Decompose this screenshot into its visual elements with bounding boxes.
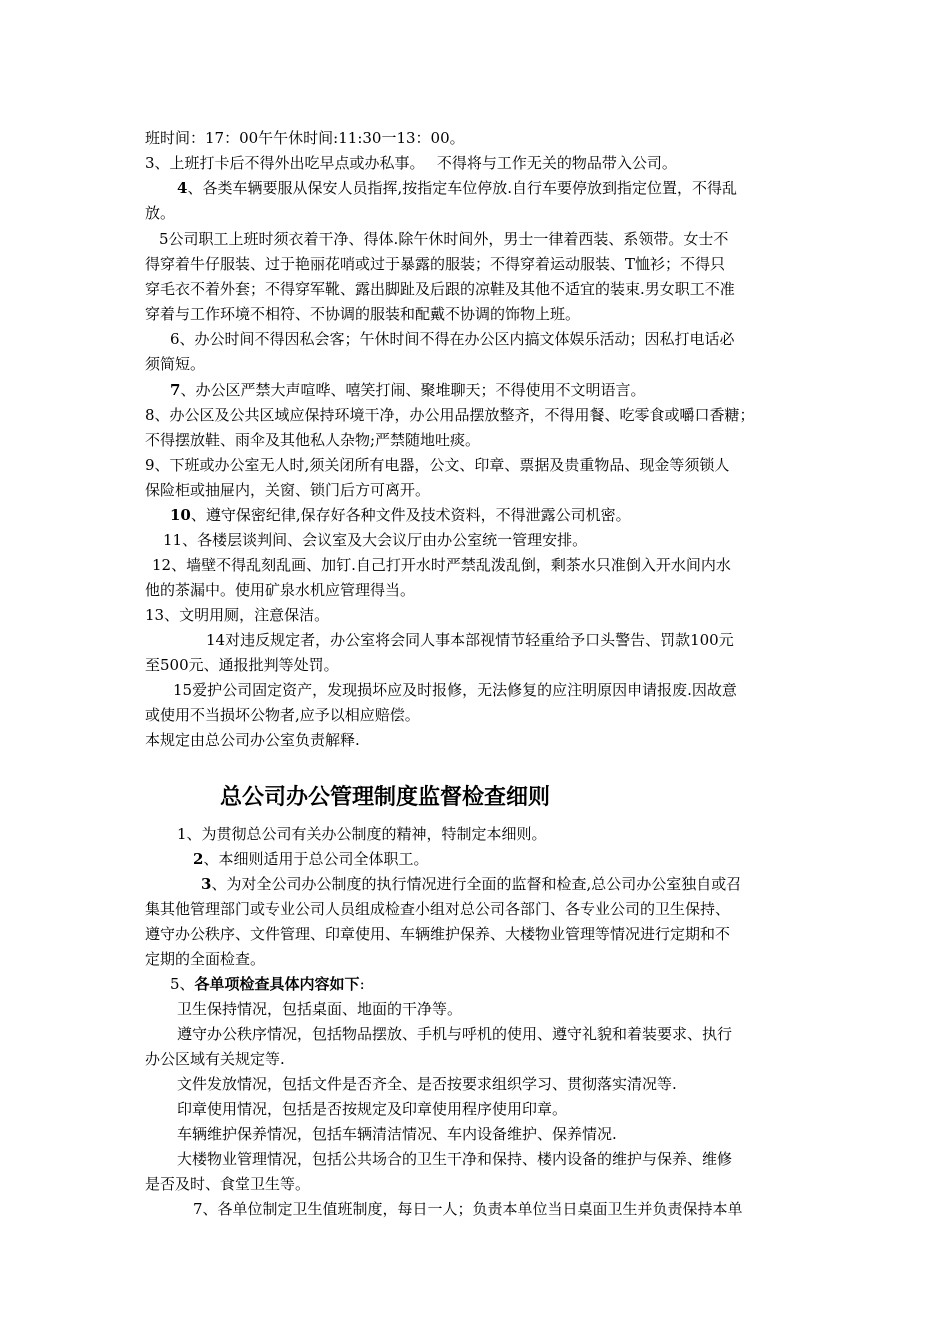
item-number: 10 — [170, 506, 191, 524]
paragraph-line — [170, 380, 645, 400]
paragraph-line: 文件发放情况，包括文件是否齐全、是否按要求组织学习、贯彻落实清况等. — [177, 1075, 677, 1093]
paragraph-line: 保险柜或抽屉内，关窗、锁门后方可离开。 — [145, 481, 431, 499]
bold-heading: 各单项检查具体内容如下 — [194, 975, 360, 993]
paragraph-line: 车辆维护保养情况，包括车辆清洁情况、车内设备维护、保养情况. — [177, 1125, 617, 1143]
paragraph-line: 13、文明用厕，注意保洁。 — [145, 606, 330, 624]
paragraph-text: 、为对全公司办公制度的执行情况进行全面的监督和检查,总公司办公室独自或召 — [211, 875, 742, 893]
paragraph-line: 不得摆放鞋、雨伞及其他私人杂物;严禁随地吐痰。 — [145, 431, 481, 449]
paragraph-line: 遵守办公秩序、文件管理、印章使用、车辆维护保养、大楼物业管理等情况进行定期和不 — [145, 925, 731, 943]
paragraph-line — [177, 178, 737, 198]
paragraph-line: 或使用不当损坏公物者,应予以相应赔偿。 — [145, 706, 420, 724]
item-number: 5、 — [170, 975, 195, 993]
paragraph-line — [170, 505, 631, 525]
paragraph-line: 集其他管理部门或专业公司人员组成检查小组对总公司各部门、各专业公司的卫生保持、 — [145, 900, 731, 918]
paragraph-line: 12、墙壁不得乱刻乱画、加钉.自己打开水时严禁乱泼乱倒，剩茶水只准倒入开水间内水 — [152, 556, 731, 574]
paragraph-line: 是否及时、食堂卫生等。 — [145, 1175, 311, 1193]
paragraph-text: 、遵守保密纪律,保存好各种文件及技术资料，不得泄露公司机密。 — [190, 506, 631, 524]
paragraph-line: 9、下班或办公室无人时,须关闭所有电器，公文、印章、票据及贵重物品、现金等须锁人 — [145, 456, 730, 474]
paragraph-line: 8、办公区及公共区域应保持环境干净，办公用品摆放整齐，不得用餐、吃零食或嚼口香糖； — [145, 406, 755, 424]
paragraph-line: 班时间：17：00午午休时间:11:30一13：00。 — [145, 129, 465, 147]
item-number: 4 — [177, 179, 188, 197]
item-number: 3 — [201, 875, 212, 893]
paragraph-line: 穿毛衣不着外套；不得穿军靴、露出脚趾及后跟的凉鞋及其他不适宜的装束.男女职工不准 — [145, 280, 735, 298]
paragraph-line: 大楼物业管理情况，包括公共场合的卫生干净和保持、楼内设备的维护与保养、维修 — [177, 1150, 733, 1168]
paragraph-line: 他的茶漏中。使用矿泉水机应管理得当。 — [145, 581, 416, 599]
paragraph-line: 本规定由总公司办公室负责解释. — [145, 731, 360, 749]
paragraph-line: 11、各楼层谈判间、会议室及大会议厅由办公室统一管理安排。 — [163, 531, 588, 549]
paragraph-line: 5公司职工上班时须衣着干净、得体.除午休时间外，男士一律着西装、系领带。女士不 — [159, 230, 729, 248]
paragraph-line — [170, 974, 365, 994]
paragraph-line: 办公区域有关规定等. — [145, 1050, 285, 1068]
document-title: 总公司办公管理制度监督检查细则 — [220, 785, 551, 810]
paragraph-line: 定期的全面检查。 — [145, 950, 266, 968]
paragraph-line: 遵守办公秩序情况，包括物品摆放、手机与呼机的使用、遵守礼貌和着装要求、执行 — [177, 1025, 733, 1043]
item-number: 7 — [170, 381, 181, 399]
paragraph-line: 1、为贯彻总公司有关办公制度的精神，特制定本细则。 — [177, 825, 547, 843]
paragraph-text: 、办公区严禁大声喧哗、嘻笑打闹、聚堆聊天；不得使用不文明语言。 — [180, 381, 646, 399]
paragraph-line: 15爱护公司固定资产，发现损坏应及时报修，无法修复的应注明原因申请报废.因故意 — [173, 681, 737, 699]
paragraph-line: 须简短。 — [145, 355, 206, 373]
paragraph-line: 穿着与工作环境不相符、不协调的服装和配戴不协调的饰物上班。 — [145, 305, 581, 323]
paragraph-text: 、本细则适用于总公司全体职工。 — [203, 850, 429, 868]
paragraph-line: 6、办公时间不得因私会客；午休时间不得在办公区内搞文体娱乐活动；因私打电话必 — [170, 330, 735, 348]
paragraph-line: 至500元、通报批判等处罚。 — [145, 656, 339, 674]
item-number: 2 — [193, 850, 204, 868]
paragraph-line — [193, 849, 428, 869]
paragraph-line: 3、上班打卡后不得外出吃早点或办私事。 不得将与工作无关的物品带入公司。 — [145, 154, 677, 172]
paragraph-line: 印章使用情况，包括是否按规定及印章使用程序使用印章。 — [177, 1100, 568, 1118]
paragraph-line: 得穿着牛仔服装、过于艳丽花哨或过于暴露的服装；不得穿着运动服装、T恤衫；不得只 — [145, 255, 726, 273]
paragraph-line: 卫生保持情况，包括桌面、地面的干净等。 — [177, 1000, 463, 1018]
paragraph-line: 7、各单位制定卫生值班制度，每日一人；负责本单位当日桌面卫生并负责保持本单 — [193, 1200, 743, 1218]
paragraph-text: 、各类车辆要服从保安人员指挥,按指定车位停放.自行车要停放到指定位置，不得乱 — [187, 179, 737, 197]
paragraph-line: 14对违反规定者，办公室将会同人事本部视情节轻重给予口头警告、罚款100元 — [206, 631, 734, 649]
paragraph-line: 放。 — [145, 204, 176, 222]
paragraph-text: : — [359, 975, 365, 993]
paragraph-line — [201, 874, 741, 894]
